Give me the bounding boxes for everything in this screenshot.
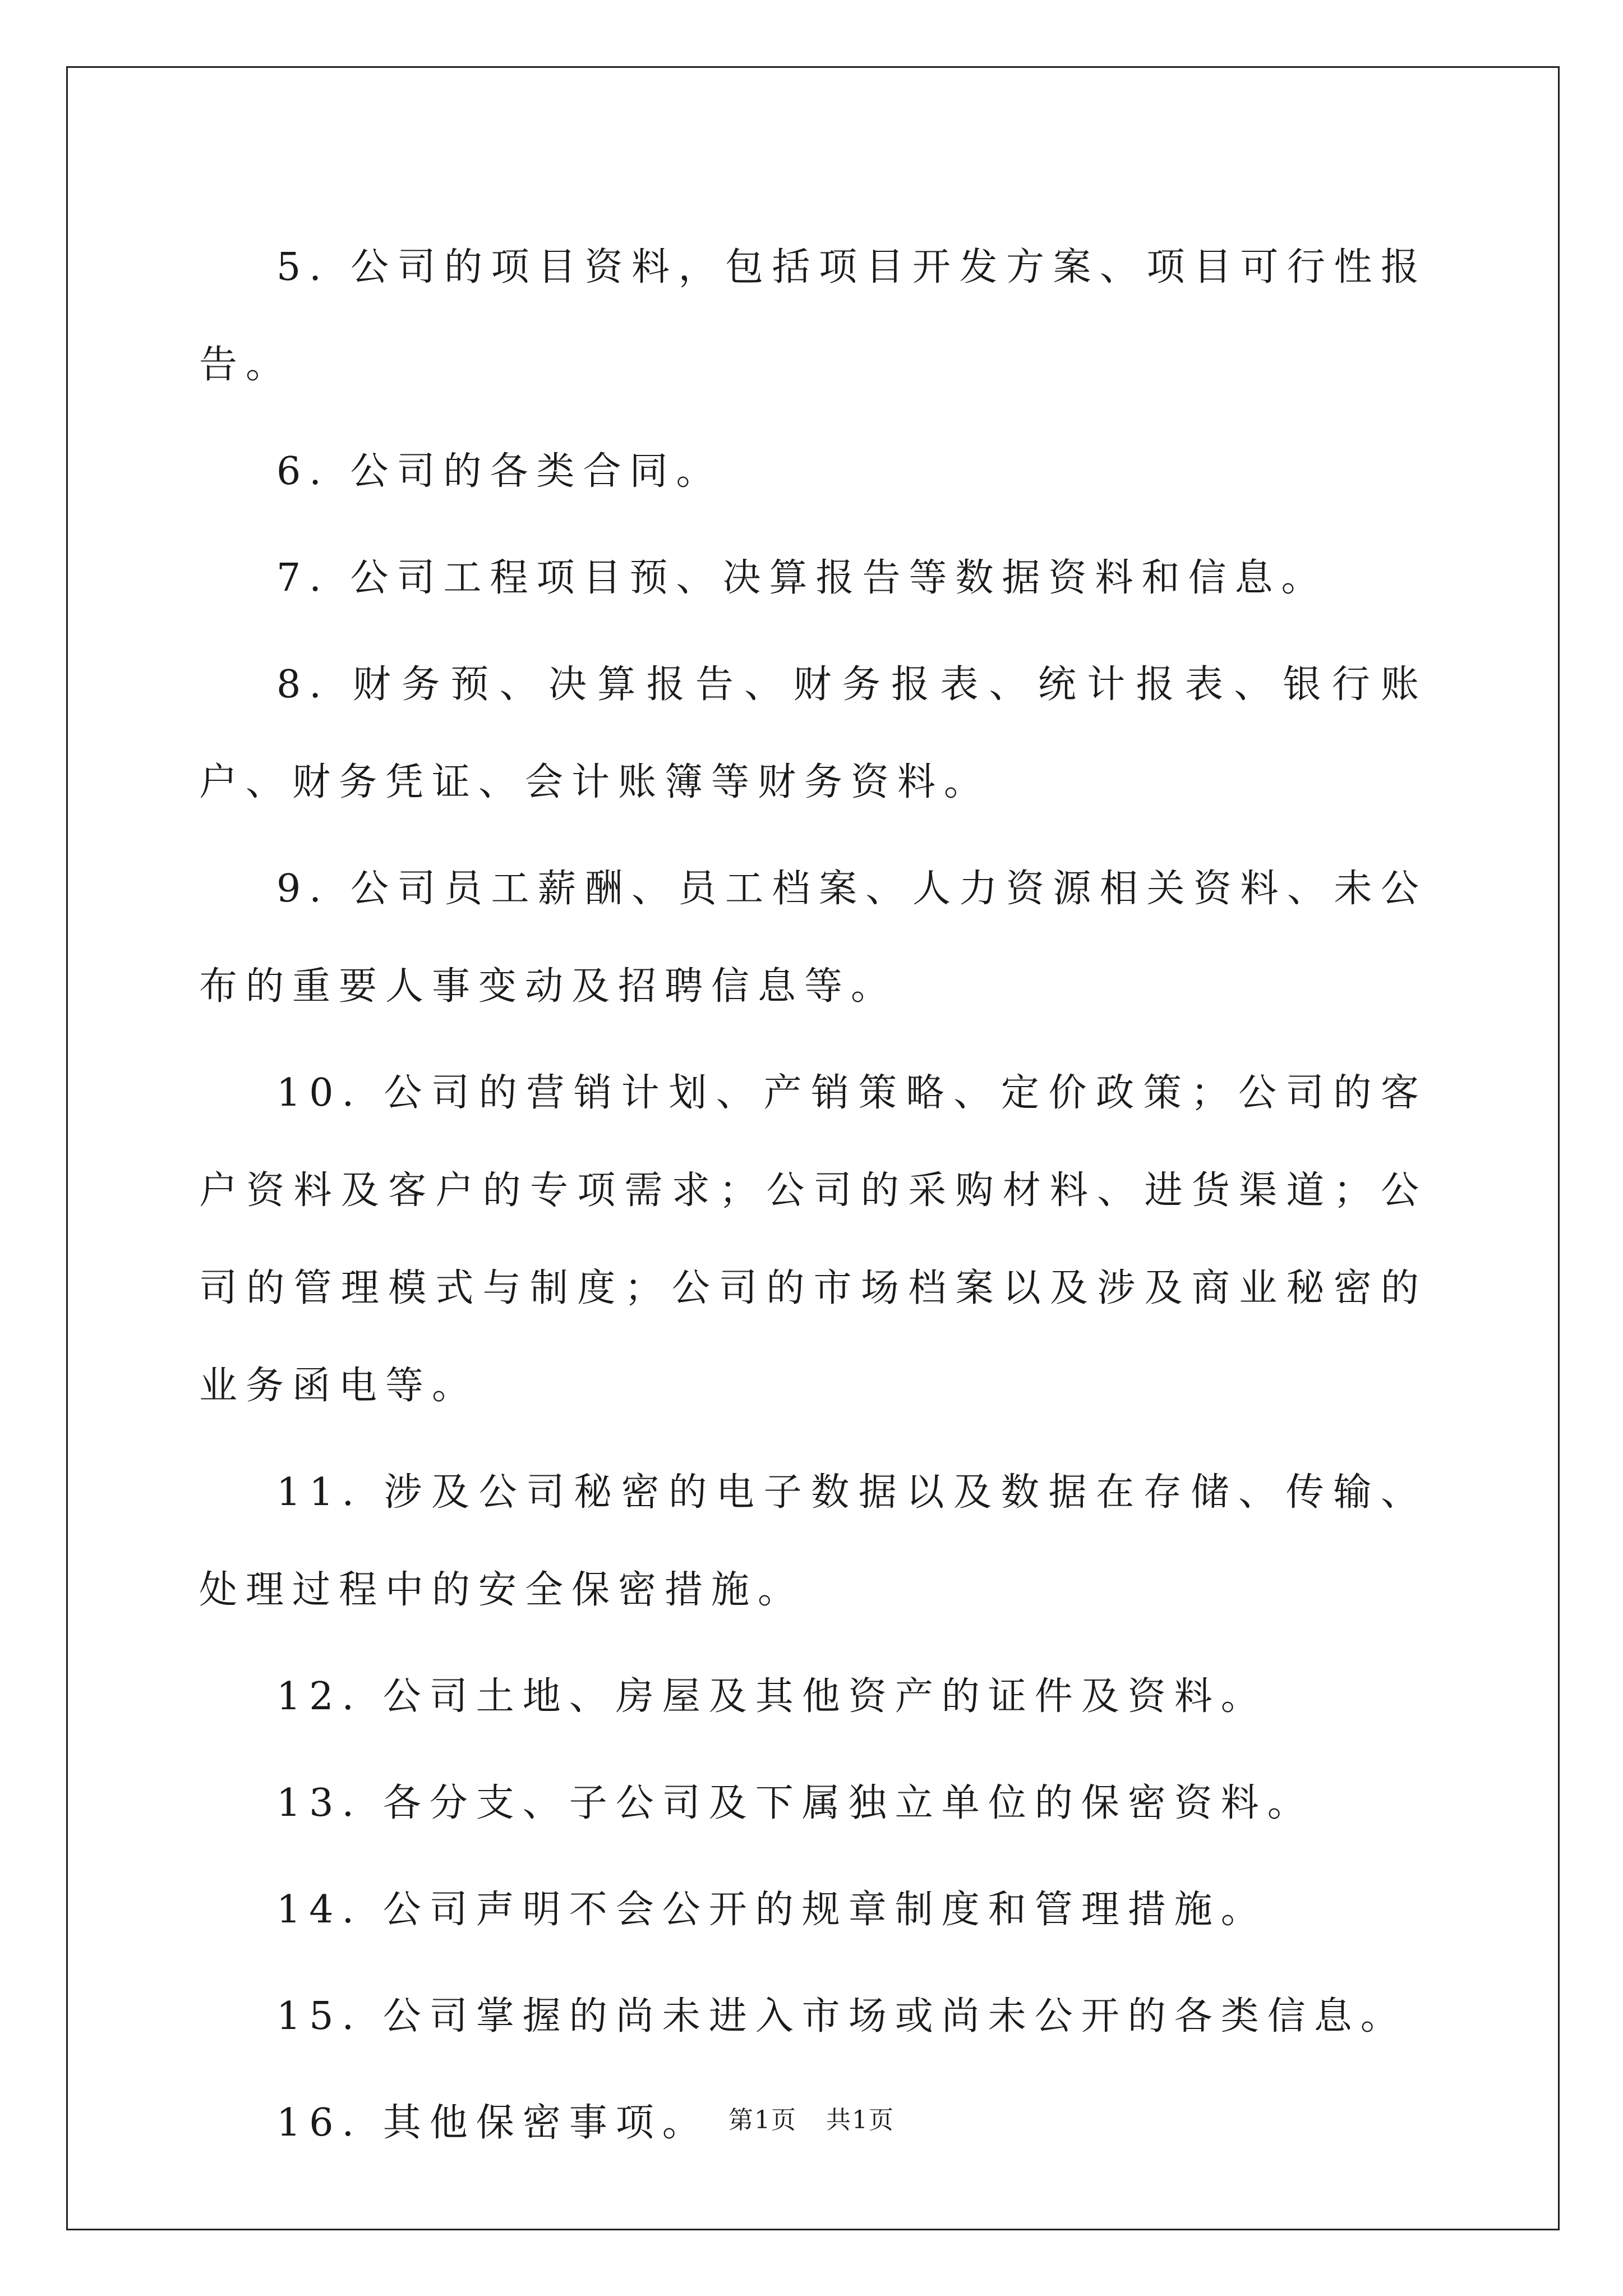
list-item: 12. 公司土地、房屋及其他资产的证件及资料。 [276, 1674, 1267, 1719]
document-body [199, 219, 1427, 2181]
list-item: 10. 公司的营销计划、产销策略、定价政策；公司的客户资料及客户的专项需求；公司的采购材料、进货渠道；公司的管理模式与制度；公司的市场档案以及涉及商业秘密的业务函电等。 [199, 1071, 1427, 1408]
page-total: 共1页 [826, 2106, 895, 2134]
list-item: 14. 公司声明不会公开的规章制度和管理措施。 [276, 1888, 1267, 1932]
list-item: 16. 其他保密事项。 [276, 2101, 709, 2145]
page-number: 第1页 [728, 2106, 797, 2134]
list-item: 11. 涉及公司秘密的电子数据以及数据在存储、传输、处理过程中的安全保密措施。 [199, 1470, 1427, 1612]
list-item: 5. 公司的项目资料，包括项目开发方案、项目可行性报告。 [199, 245, 1427, 387]
list-item: 8. 财务预、决算报告、财务报表、统计报表、银行账户、财务凭证、会计账簿等财务资料。 [199, 662, 1427, 804]
list-item: 7. 公司工程项目预、决算报告等数据资料和信息。 [276, 556, 1328, 600]
page-footer [0, 2100, 1623, 2136]
list-item: 6. 公司的各类合同。 [276, 449, 723, 494]
list-item: 13. 各分支、子公司及下属独立单位的保密资料。 [276, 1781, 1314, 1825]
list-item: 15. 公司掌握的尚未进入市场或尚未公开的各类信息。 [276, 1994, 1407, 2039]
list-item: 9. 公司员工薪酬、员工档案、人力资源相关资料、未公布的重要人事变动及招聘信息等。 [199, 867, 1427, 1009]
